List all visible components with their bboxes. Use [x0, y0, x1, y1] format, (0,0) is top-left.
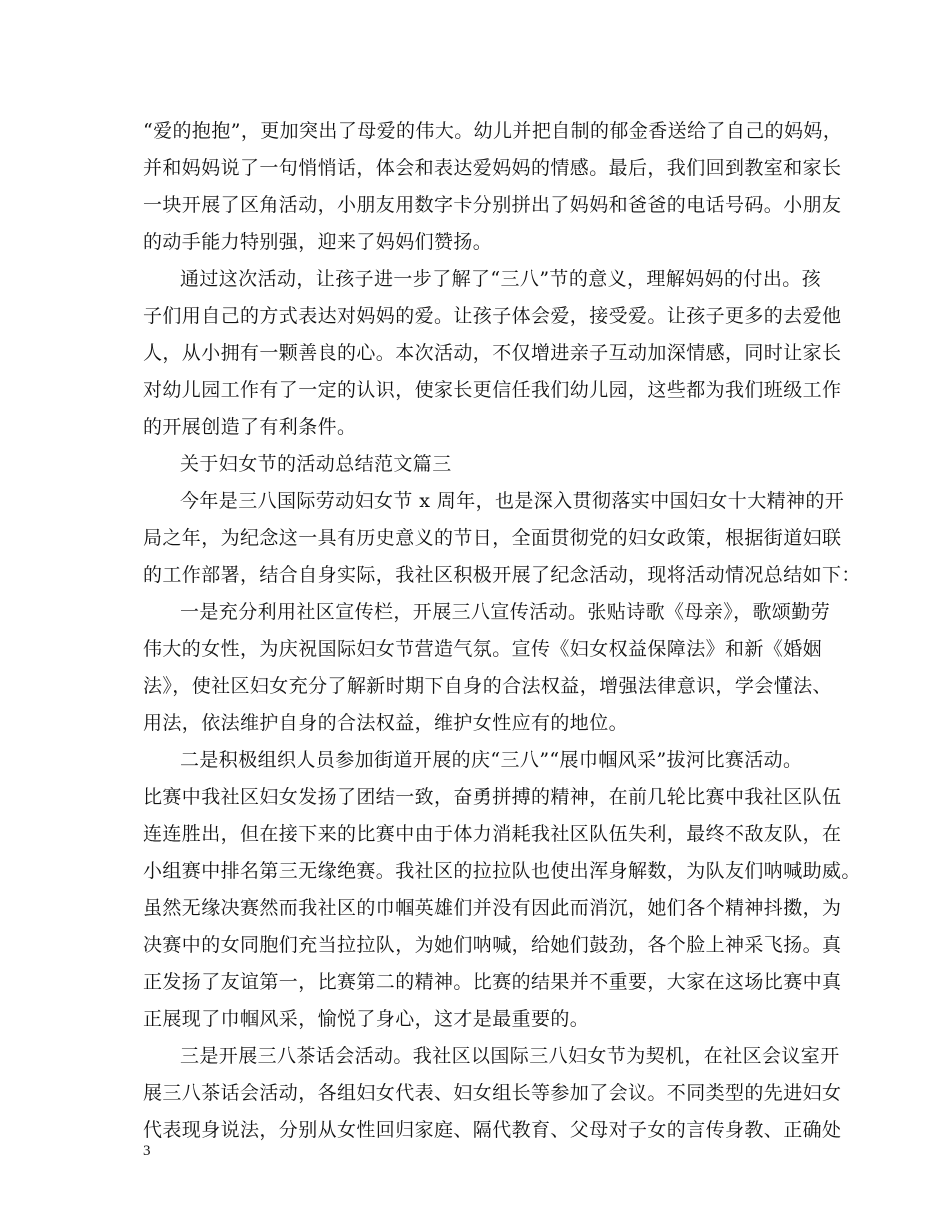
- text-line: 连连胜出，但在接下来的比赛中由于体力消耗我社区队伍失利，最终不敌友队，在: [143, 823, 842, 845]
- page-number: 3: [143, 1143, 151, 1159]
- text-line: 的开展创造了有利条件。: [143, 416, 357, 438]
- text-line: “爱的抱抱”，更加突出了母爱的伟大。幼儿并把自制的郁金香送给了自己的妈妈，: [143, 120, 843, 142]
- paragraph-first-line: 三是开展三八茶话会活动。我社区以国际三八妇女节为契机，在社区会议室开: [180, 1045, 840, 1067]
- text-line: 人，从小拥有一颗善良的心。本次活动，不仅增进亲子互动加深情感，同时让家长: [143, 342, 842, 364]
- text-line: 并和妈妈说了一句悄悄话，体会和表达爱妈妈的情感。最后，我们回到教室和家长: [143, 157, 842, 179]
- text-line: 虽然无缘决赛然而我社区的巾帼英雄们并没有因此而消沉，她们各个精神抖擞，为: [143, 897, 842, 919]
- section-heading: 关于妇女节的活动总结范文篇三: [180, 453, 452, 475]
- text-line: 一块开展了区角活动，小朋友用数字卡分别拼出了妈妈和爸爸的电话号码。小朋友: [143, 194, 842, 216]
- text-line: 子们用自己的方式表达对妈妈的爱。让孩子体会爱，接受爱。让孩子更多的去爱他: [143, 305, 842, 327]
- paragraph-first-line: 今年是三八国际劳动妇女节 x 周年，也是深入贯彻落实中国妇女十大精神的开: [180, 490, 845, 512]
- text-line: 决赛中的女同胞们充当拉拉队，为她们呐喊，给她们鼓劲，各个脸上神采飞扬。真: [143, 934, 842, 956]
- paragraph-first-line: 二是积极组织人员参加街道开展的庆“三八”“展巾帼风采”拔河比赛活动。: [180, 749, 803, 771]
- text-line: 的动手能力特别强，迎来了妈妈们赞扬。: [143, 231, 493, 253]
- text-line: 伟大的女性，为庆祝国际妇女节营造气氛。宣传《妇女权益保障法》和新《婚姻: [143, 638, 823, 660]
- text-line: 代表现身说法，分别从女性回归家庭、隔代教育、父母对子女的言传身教、正确处: [143, 1119, 842, 1141]
- text-line: 用法，依法维护自身的合法权益，维护女性应有的地位。: [143, 712, 629, 734]
- text-line: 对幼儿园工作有了一定的认识，使家长更信任我们幼儿园，这些都为我们班级工作: [143, 379, 842, 401]
- text-line: 小组赛中排名第三无缘绝赛。我社区的拉拉队也使出浑身解数，为队友们呐喊助威。: [143, 860, 861, 882]
- text-line: 展三八茶话会活动，各组妇女代表、妇女组长等参加了会议。不同类型的先进妇女: [143, 1082, 842, 1104]
- text-line: 的工作部署，结合自身实际，我社区积极开展了纪念活动，现将活动情况总结如下：: [143, 564, 861, 586]
- paragraph-first-line: 一是充分利用社区宣传栏，开展三八宣传活动。张贴诗歌《母亲》，歌颂勤劳: [180, 601, 831, 623]
- text-line: 局之年，为纪念这一具有历史意义的节日，全面贯彻党的妇女政策，根据街道妇联: [143, 527, 842, 549]
- text-line: 正展现了巾帼风采，愉悦了身心，这才是最重要的。: [143, 1008, 590, 1030]
- text-line: 法》，使社区妇女充分了解新时期下自身的合法权益，增强法律意识，学会懂法、: [143, 675, 832, 697]
- text-line: 比赛中我社区妇女发扬了团结一致，奋勇拼搏的精神，在前几轮比赛中我社区队伍: [143, 786, 842, 808]
- paragraph-first-line: 通过这次活动，让孩子进一步了解了“三八”节的意义，理解妈妈的付出。孩: [180, 268, 822, 290]
- text-line: 正发扬了友谊第一，比赛第二的精神。比赛的结果并不重要，大家在这场比赛中真: [143, 971, 842, 993]
